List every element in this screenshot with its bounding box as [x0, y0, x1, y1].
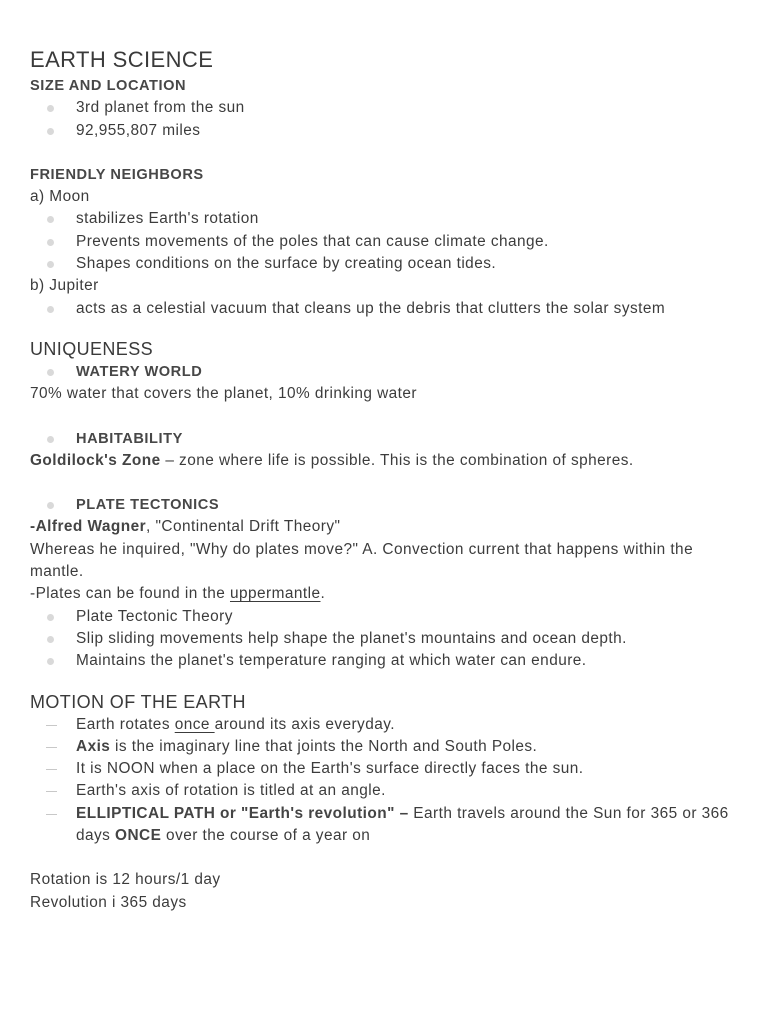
list-item: [30, 428, 738, 450]
watery-world-heading: WATERY WORLD: [76, 363, 203, 380]
plates-text: -Plates can be found in the uppermantle.: [30, 585, 326, 603]
plate-tectonics-heading: PLATE TECTONICS: [76, 497, 220, 514]
list-item: Maintains the planet's temperature ranging at which water can endure.: [30, 650, 738, 672]
wagner-text: -Alfred Wagner, "Continental Drift Theory": [30, 518, 341, 536]
list-item-continuation: days ONCE over the course of a year on: [76, 827, 371, 845]
list-item: Axis is the imaginary line that joints the North and South Poles.: [30, 736, 738, 758]
bullet-icon: [47, 614, 54, 621]
list-item: 92,955,807 miles: [30, 120, 738, 142]
bullet-icon: [47, 658, 54, 665]
bullet-icon: [47, 105, 54, 112]
page-title: EARTH SCIENCE: [30, 47, 214, 72]
list-item: Earth rotates once around its axis everyday.: [30, 714, 738, 736]
list-item: Plate Tectonic Theory: [30, 606, 738, 628]
uniqueness-heading: UNIQUENESS: [30, 338, 154, 359]
revolution-text: Revolution i 365 days: [30, 893, 187, 911]
bullet-icon: [47, 502, 54, 509]
whereas-line-1: Whereas he inquired, "Why do plates move?" A. Convection current that happens within the: [30, 540, 694, 558]
list-item: Slip sliding movements help shape the planet's mountains and ocean depth.: [30, 628, 738, 650]
dash-icon: [46, 791, 57, 792]
list-item: Shapes conditions on the surface by creating ocean tides.: [30, 253, 738, 275]
bullet-icon: [47, 239, 54, 246]
size-location-heading: SIZE AND LOCATION: [30, 78, 187, 94]
watery-text: 70% water that covers the planet, 10% drinking water: [30, 385, 417, 403]
bullet-icon: [47, 369, 54, 376]
dash-icon: [46, 747, 57, 748]
dash-icon: [46, 814, 57, 815]
bullet-icon: [47, 128, 54, 135]
list-item: [30, 494, 738, 516]
list-item: acts as a celestial vacuum that cleans up the debris that clutters the solar system: [30, 298, 738, 320]
motion-heading: MOTION OF THE EARTH: [30, 691, 246, 712]
bullet-icon: [47, 306, 54, 313]
list-item: [30, 361, 738, 383]
bullet-icon: [47, 436, 54, 443]
whereas-line-2: mantle.: [30, 563, 84, 581]
list-item: stabilizes Earth's rotation: [30, 208, 738, 230]
goldilocks-text: Goldilock's Zone – zone where life is possible. This is the combination of spheres.: [30, 451, 634, 469]
bullet-icon: [47, 216, 54, 223]
bullet-icon: [47, 636, 54, 643]
dash-icon: [46, 725, 57, 726]
moon-label: a) Moon: [30, 188, 90, 206]
list-item: It is NOON when a place on the Earth's surface directly faces the sun.: [30, 758, 738, 780]
rotation-text: Rotation is 12 hours/1 day: [30, 871, 221, 889]
list-item: ELLIPTICAL PATH or "Earth's revolution" – Earth travels around the Sun for 365 or 366: [30, 803, 738, 825]
list-item: Earth's axis of rotation is titled at an angle.: [30, 780, 738, 802]
habitability-heading: HABITABILITY: [76, 430, 183, 447]
dash-icon: [46, 769, 57, 770]
friendly-neighbors-heading: FRIENDLY NEIGHBORS: [30, 166, 204, 183]
jupiter-label: b) Jupiter: [30, 277, 99, 295]
bullet-icon: [47, 261, 54, 268]
list-item: 3rd planet from the sun: [30, 97, 738, 119]
list-item: Prevents movements of the poles that can cause climate change.: [30, 231, 738, 253]
